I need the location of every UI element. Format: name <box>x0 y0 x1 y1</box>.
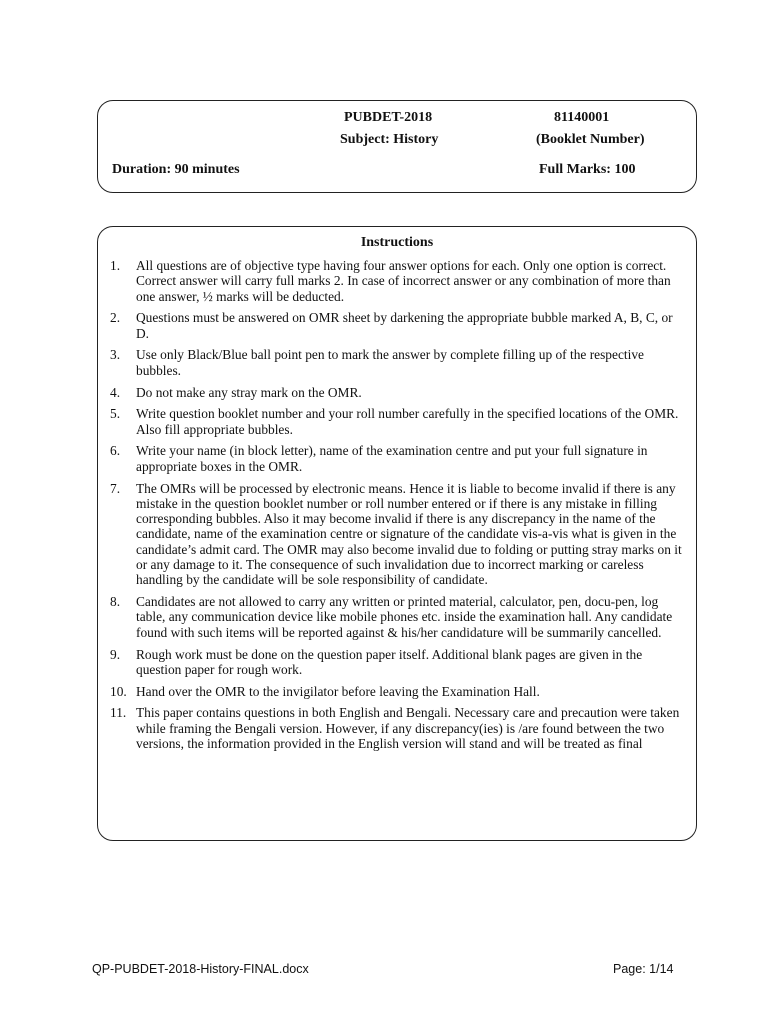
item-text: Hand over the OMR to the invigilator before leaving the Examination Hall. <box>136 683 540 699</box>
item-text: Write question booklet number and your roll number carefully in the specified locations of the OMR. Also fill appropriate bubbles. <box>136 406 679 437</box>
item-number: 9. <box>110 646 121 662</box>
instruction-item <box>110 406 686 437</box>
item-number: 3. <box>110 347 121 363</box>
instruction-item <box>110 684 686 699</box>
item-text: Write your name (in block letter), name of the examination centre and put your full signature in appropriate boxes in the OMR. <box>136 443 648 474</box>
instruction-item <box>110 647 686 678</box>
item-number: 7. <box>110 480 121 496</box>
item-text: This paper contains questions in both English and Bengali. Necessary care and precaution were taken while framing the Bengali version. However, if any discrepancy(ies) is /are found between the two versions, the information provided in the English version will stand and will be treated as final <box>136 705 680 752</box>
item-text: Use only Black/Blue ball point pen to mark the answer by complete filling up of the respective bubbles. <box>136 347 644 378</box>
duration-label: Duration: 90 minutes <box>112 162 240 177</box>
booklet-number-label: (Booklet Number) <box>536 132 645 147</box>
item-number: 2. <box>110 310 121 326</box>
instruction-item <box>110 310 686 341</box>
instructions-box <box>97 226 697 841</box>
footer-page-number: Page: 1/14 <box>613 962 674 976</box>
exam-header-box <box>97 100 697 193</box>
instructions-list <box>110 258 686 758</box>
item-text: All questions are of objective type having four answer options for each. Only one option is correct. Correct answer will carry full marks 2. In case of incorrect answer or any combination of more than one answer, ½ marks will be deducted. <box>136 258 671 304</box>
booklet-number: 81140001 <box>554 110 610 125</box>
item-text: The OMRs will be processed by electronic means. Hence it is liable to become invalid if there is any mistake in the question booklet number or roll number entered or if there is any mistake in filling corresponding bubbles. Also it may become invalid if there is any discrepancy in the name of the candidate, name of the examination centre or signature of the candidate vis-a-vis what is given in the candidate’s admit card. The OMR may also become invalid due to folding or putting stray marks on it or any damage to it. The consequence of such invalidation due to incorrect marking or careless handling by the candidate will be sole responsibility of candidate. <box>136 480 682 588</box>
item-number: 5. <box>110 406 121 422</box>
item-text: Candidates are not allowed to carry any written or printed material, calculator, pen, docu-pen, log table, any communication device like mobile phones etc. inside the examination hall. Any candidate found with such items will be reported against & his/her candidature will be summarily cancelled. <box>136 594 673 640</box>
subject-label: Subject: History <box>340 132 439 147</box>
item-number: 4. <box>110 384 121 400</box>
exam-title: PUBDET-2018 <box>344 110 433 125</box>
footer-filename: QP-PUBDET-2018-History-FINAL.docx <box>92 962 309 976</box>
item-text: Do not make any stray mark on the OMR. <box>136 384 362 400</box>
instruction-item <box>110 594 686 640</box>
item-number: 11. <box>110 705 127 721</box>
instruction-item <box>110 443 686 474</box>
item-number: 6. <box>110 443 121 459</box>
instruction-item <box>110 347 686 378</box>
item-text: Questions must be answered on OMR sheet by darkening the appropriate bubble marked A, B, C, or D. <box>136 310 673 341</box>
item-number: 8. <box>110 594 121 610</box>
instruction-item <box>110 258 686 304</box>
instruction-item <box>110 481 686 588</box>
item-number: 1. <box>110 258 121 273</box>
item-number: 10. <box>110 683 127 699</box>
full-marks-label: Full Marks: 100 <box>539 162 636 177</box>
instruction-item <box>110 385 686 400</box>
item-text: Rough work must be done on the question paper itself. Additional blank pages are given in the question paper for rough work. <box>136 646 643 677</box>
instructions-title: Instructions <box>360 235 434 250</box>
instruction-item <box>110 705 686 751</box>
